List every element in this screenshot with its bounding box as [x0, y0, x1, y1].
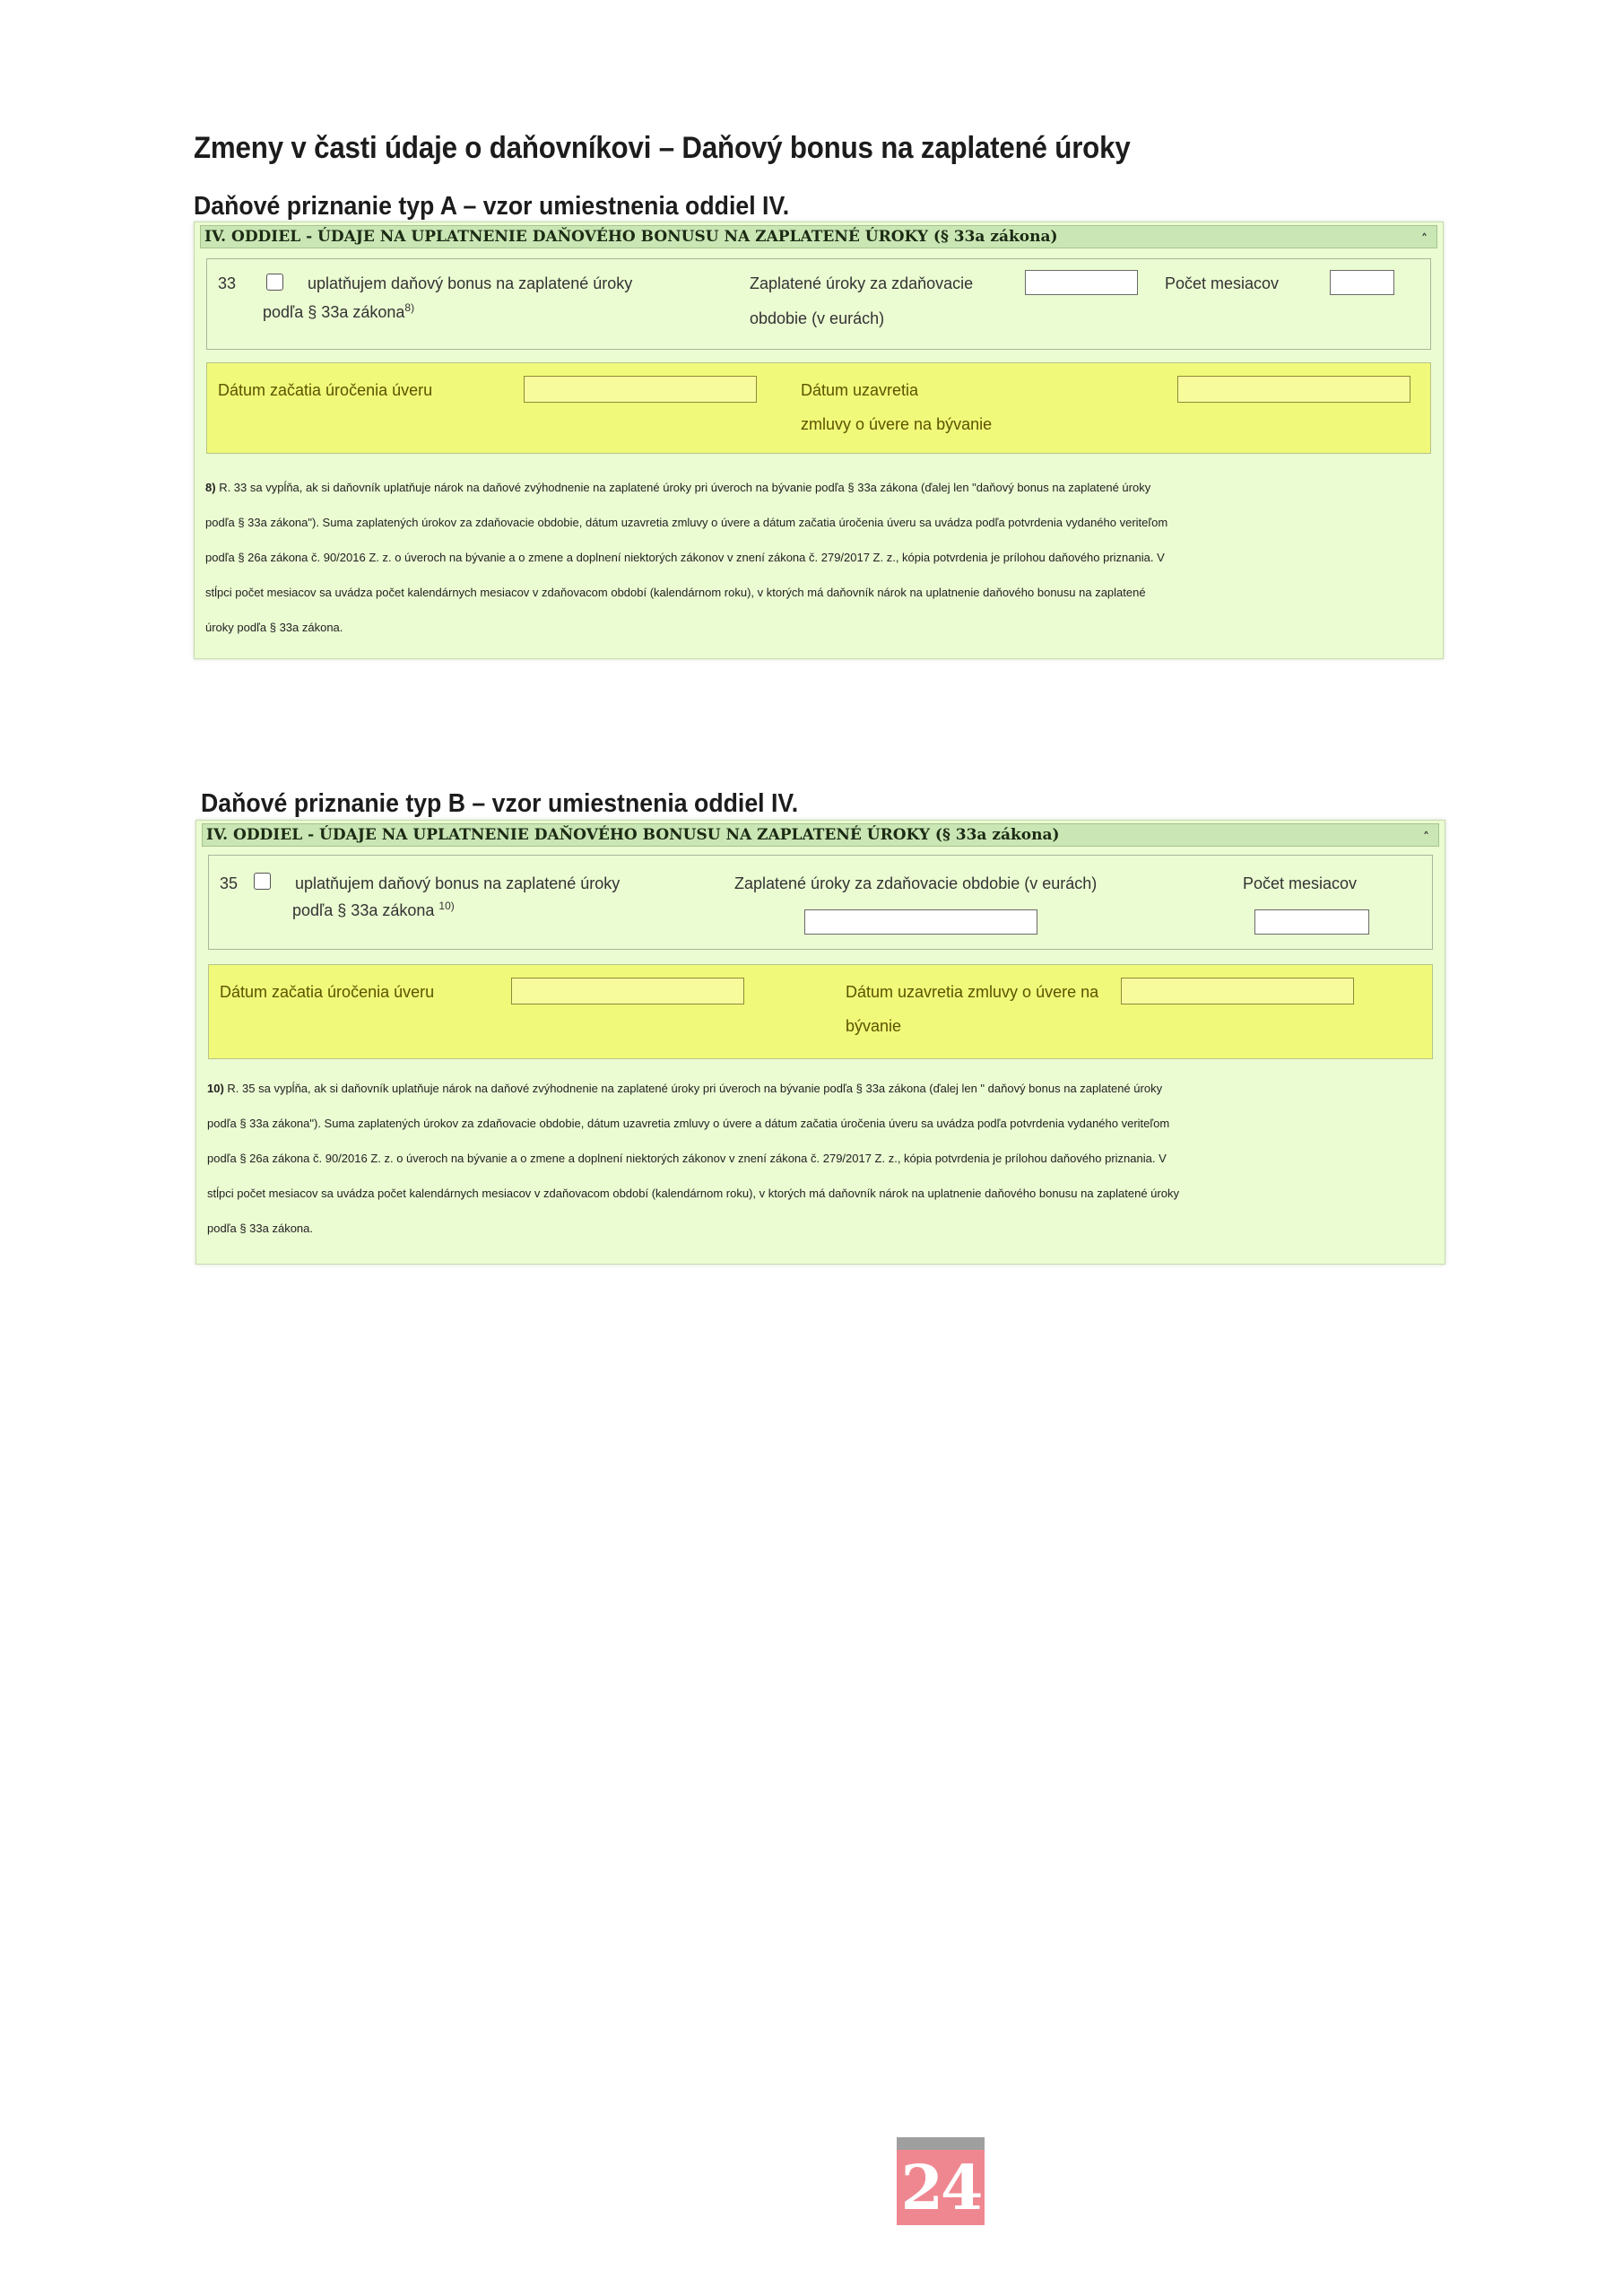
- contract-date-label: Dátum uzavretia zmluvy o úvere na: [846, 983, 1099, 1001]
- form-a-panel: [194, 222, 1444, 659]
- footnote-ref: 10): [438, 900, 455, 912]
- bonus-checkbox[interactable]: [266, 274, 283, 291]
- form-a-dates-row: [206, 362, 1431, 454]
- interest-label: Zaplatené úroky za zdaňovacie: [750, 274, 974, 292]
- form-a-section-header[interactable]: [200, 225, 1437, 248]
- form-a-footnote: 8) R. 33 sa vypĺňa, ak si daňovník uplatňuje nárok na daňové zvýhodnenie na zaplatené úroky pri úveroch na bývanie podľa § 33a zákona (ďalej len "daňový bonus na zaplatené úroky podľa § 33a zákona"). Suma zaplatených úrokov za zdaňovacie obdobie, dátum uzavretia zmluvy o úvere a dátum začatia úročenia úveru sa uvádza podľa potvrdenia vydaného veriteľom podľa § 26a zákona č. 90/2016 Z. z. o úveroch na bývanie a o zmene a doplnení niektorých zákonov v znení zákona č. 279/2017 Z. z., kópia potvrdenia je prílohou daňového priznania. V stĺpci počet mesiacov sa uvádza počet kalendárnych mesiacov v zdaňovacom období (kalendárnom roku), v ktorých má daňovník nárok na uplatnenie daňového bonusu na zaplatené úroky podľa § 33a zákona.: [205, 481, 1168, 634]
- collapse-icon[interactable]: ˄: [1421, 232, 1428, 247]
- months-input[interactable]: [1330, 270, 1394, 295]
- form-b-section-title: IV. ODDIEL - ÚDAJE NA UPLATNENIE DAŇOVÉHO BONUSU NA ZAPLATENÉ ÚROKY (§ 33a zákona): [206, 826, 1060, 844]
- months-label: Počet mesiacov: [1243, 874, 1358, 892]
- form-b-subtitle: Daňové priznanie typ B – vzor umiestnenia oddiel IV.: [201, 789, 799, 818]
- contract-date-label: Dátum uzavretia: [801, 381, 919, 399]
- bonus-checkbox-label: uplatňujem daňový bonus na zaplatené úroky: [308, 274, 633, 292]
- bonus-checkbox[interactable]: [254, 873, 271, 890]
- footnote-ref: 8): [404, 301, 415, 314]
- form-b-row-35: [208, 855, 1433, 950]
- page-number-bar: [897, 2137, 985, 2150]
- interest-label: Zaplatené úroky za zdaňovacie obdobie (v eurách): [734, 874, 1098, 892]
- form-b-section-header[interactable]: [202, 823, 1439, 847]
- page-number: 24: [897, 2150, 985, 2225]
- start-date-input[interactable]: [511, 978, 744, 1004]
- contract-date-label-2: zmluvy o úvere na bývanie: [801, 415, 993, 433]
- interest-input[interactable]: [1025, 270, 1138, 295]
- interest-label-2: obdobie (v eurách): [750, 309, 885, 327]
- contract-date-input[interactable]: [1121, 978, 1354, 1004]
- note-ref: 10): [207, 1082, 224, 1095]
- start-date-input[interactable]: [524, 376, 757, 403]
- form-b-panel: [195, 820, 1445, 1265]
- note-ref: 8): [205, 481, 216, 494]
- row-number: 33: [218, 274, 237, 292]
- form-a-row-33: [206, 258, 1431, 350]
- bonus-checkbox-label-2: podľa § 33a zákona $^{10)}$: [292, 900, 455, 919]
- contract-date-input[interactable]: [1177, 376, 1410, 403]
- form-a-subtitle: Daňové priznanie typ A – vzor umiestnenia oddiel IV.: [194, 192, 790, 221]
- bonus-checkbox-label-2: podľa § 33a zákona$^{8)}$: [263, 301, 415, 321]
- form-b-footnote: 10) R. 35 sa vypĺňa, ak si daňovník uplatňuje nárok na daňové zvýhodnenie na zaplatené úroky pri úveroch na bývanie podľa § 33a zákona (ďalej len " daňový bonus na zaplatené úroky podľa § 33a zákona"). Suma zaplatených úrokov za zdaňovacie obdobie, dátum uzavretia zmluvy o úvere a dátum začatia úročenia úveru sa uvádza podľa potvrdenia vydaného veriteľom podľa § 26a zákona č. 90/2016 Z. z. o úveroch na bývanie a o zmene a doplnení niektorých zákonov v znení zákona č. 279/2017 Z. z., kópia potvrdenia je prílohou daňového priznania. V stĺpci počet mesiacov sa uvádza počet kalendárnych mesiacov v zdaňovacom období (kalendárnom roku), v ktorých má daňovník nárok na uplatnenie daňového bonusu na zaplatené úroky podľa § 33a zákona.: [207, 1082, 1179, 1235]
- months-input[interactable]: [1254, 909, 1369, 935]
- start-date-label: Dátum začatia úročenia úveru: [220, 983, 435, 1001]
- page-title: Zmeny v časti údaje o daňovníkovi – Daňový bonus na zaplatené úroky: [194, 131, 1131, 165]
- bonus-checkbox-label: uplatňujem daňový bonus na zaplatené úroky: [295, 874, 621, 892]
- form-b-dates-row: [208, 964, 1433, 1059]
- row-number: 35: [220, 874, 239, 892]
- collapse-icon[interactable]: ˄: [1423, 831, 1429, 845]
- contract-date-label-2: bývanie: [846, 1017, 902, 1035]
- form-a-section-title: IV. ODDIEL - ÚDAJE NA UPLATNENIE DAŇOVÉHO BONUSU NA ZAPLATENÉ ÚROKY (§ 33a zákona): [204, 228, 1058, 246]
- interest-input[interactable]: [804, 909, 1037, 935]
- months-label: Počet mesiacov: [1165, 274, 1280, 292]
- start-date-label: Dátum začatia úročenia úveru: [218, 381, 433, 399]
